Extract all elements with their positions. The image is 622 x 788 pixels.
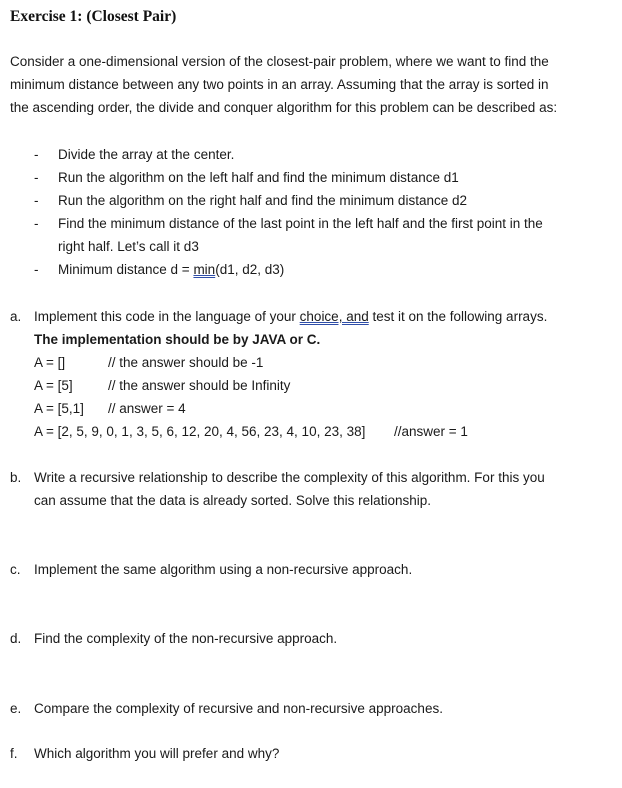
question-d	[10, 627, 610, 650]
question-text: Which algorithm you will prefer and why?	[34, 746, 280, 761]
test-array: A = [2, 5, 9, 0, 1, 3, 5, 6, 12, 20, 4, 56, 23, 4, 10, 23, 38]	[34, 424, 366, 439]
intro-line: the ascending order, the divide and conquer algorithm for this problem can be described as:	[10, 100, 558, 115]
question-text: Write a recursive relationship to describe the complexity of this algorithm. For this you	[34, 470, 545, 485]
bullet-dash: -	[34, 170, 39, 185]
test-array-row	[34, 420, 610, 443]
question-letter: b.	[10, 470, 22, 485]
step-text-pre: Minimum distance d =	[58, 262, 194, 277]
test-array-row	[34, 397, 610, 420]
step-text: Find the minimum distance of the last point in the left half and the first point in the	[58, 216, 543, 231]
step-item	[34, 143, 604, 166]
step-item	[34, 189, 604, 212]
question-c	[10, 558, 610, 581]
step-text: Run the algorithm on the right half and find the minimum distance d2	[58, 193, 467, 208]
expected-answer: // the answer should be Infinity	[108, 378, 291, 393]
bullet-dash: -	[34, 216, 39, 231]
test-array: A = []	[34, 355, 66, 370]
question-letter: f.	[10, 746, 18, 761]
question-text-pre: Implement this code in the language of your	[34, 309, 300, 324]
bullet-dash: -	[34, 262, 39, 277]
expected-answer: //answer = 1	[394, 424, 468, 439]
algorithm-steps-list	[34, 143, 604, 281]
question-letter: e.	[10, 701, 22, 716]
expected-answer: // the answer should be -1	[108, 355, 264, 370]
question-a	[10, 305, 610, 443]
step-text: Run the algorithm on the left half and find the minimum distance d1	[58, 170, 459, 185]
question-text: Implement the same algorithm using a non-recursive approach.	[34, 562, 413, 577]
intro-line: minimum distance between any two points in an array. Assuming that the array is sorted in	[10, 77, 549, 92]
question-e	[10, 697, 610, 720]
question-f	[10, 742, 610, 765]
question-letter: c.	[10, 562, 21, 577]
question-text: can assume that the data is already sorted. Solve this relationship.	[34, 493, 431, 508]
underlined-phrase: choice, and	[299, 309, 369, 324]
question-text: Find the complexity of the non-recursive approach.	[34, 631, 338, 646]
min-function: min	[193, 262, 216, 277]
intro-line: Consider a one-dimensional version of the closest-pair problem, where we want to find the	[10, 54, 549, 69]
implementation-requirement: The implementation should be by JAVA or C.	[34, 332, 321, 347]
test-array: A = [5,1]	[34, 401, 84, 416]
step-item	[34, 212, 604, 258]
question-text: Compare the complexity of recursive and non-recursive approaches.	[34, 701, 443, 716]
step-text: Divide the array at the center.	[58, 147, 235, 162]
question-text	[34, 305, 610, 328]
step-item	[34, 166, 604, 189]
bullet-dash: -	[34, 193, 39, 208]
question-letter: a.	[10, 309, 22, 324]
step-text-post: (d1, d2, d3)	[215, 262, 285, 277]
test-array-row	[34, 351, 610, 374]
question-text-post: test it on the following arrays.	[368, 309, 548, 324]
expected-answer: // answer = 4	[108, 401, 186, 416]
test-array-row	[34, 374, 610, 397]
step-text	[58, 258, 604, 281]
question-letter: d.	[10, 631, 22, 646]
exercise-title: Exercise 1: (Closest Pair)	[10, 8, 177, 25]
intro-paragraph	[10, 50, 610, 119]
question-b	[10, 466, 610, 512]
bullet-dash: -	[34, 147, 39, 162]
test-array: A = [5]	[34, 378, 73, 393]
step-item	[34, 258, 604, 281]
step-text: right half. Let’s call it d3	[58, 239, 199, 254]
